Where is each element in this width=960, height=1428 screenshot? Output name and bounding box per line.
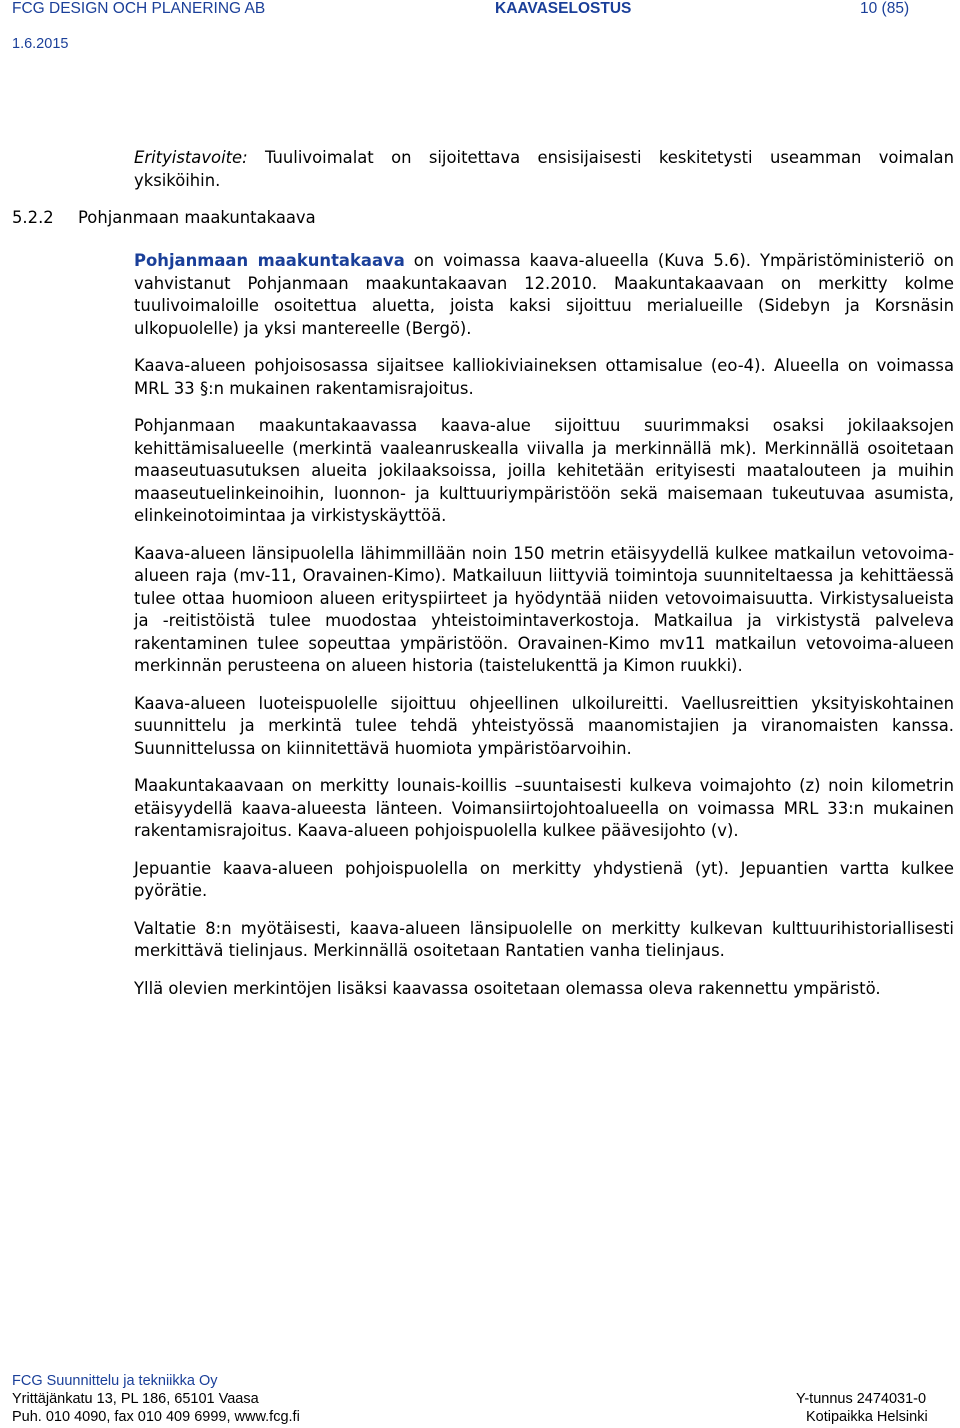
paragraph-outdoor-route: Kaava-alueen luoteispuolelle sijoittuu ohjeellinen ulkoilureitti. Vaellusreittien yksityiskohtainen suunnittelu ja merkintä tulee tehdä yhteistyössä maanomistajien ja viranomaisten kanssa. Suunnittelussa on kiinnitettävä huomiota ympäristöarvoihin. — [134, 693, 954, 758]
footer-business-id: Y-tunnus 2474031-0 — [796, 1391, 927, 1407]
body-text — [134, 250, 954, 1015]
header-company: FCG DESIGN OCH PLANERING AB — [12, 0, 266, 17]
header-date: 1.6.2015 — [12, 36, 69, 52]
footer-address: Yrittäjänkatu 13, PL 186, 65101 Vaasa — [12, 1391, 259, 1407]
footer-company: FCG Suunnittelu ja tekniikka Oy — [12, 1373, 218, 1389]
paragraph-power-line: Maakuntakaavaan on merkitty lounais-koillis –suuntaisesti kulkeva voimajohto (z) noin kilometrin etäisyydellä kaava-alueesta länteen. Voimansiirtojohtoalueella on voimassa MRL 33:n mukainen rakentamisrajoitus. Kaava-alueen pohjoispuolella kulkee päävesijohto (v). — [134, 776, 954, 840]
paragraph-regional-plan-text: on voimassa kaava-alueella (Kuva 5.6). Ympäristöministeriö on vahvistanut Pohjanmaan maakuntakaavan 12.2010. Maakuntakaavaan on merkitty kolme tuulivoimaloille osoitettua aluetta, joista kaksi sijoittuu merialueille (Sidebyn ja Korsnäsin ulkopuolelle) ja yksi mantereelle (Bergö). — [134, 251, 954, 338]
special-objective-paragraph — [134, 147, 954, 192]
section-title: Pohjanmaan maakuntakaava — [78, 208, 316, 227]
section-number: 5.2.2 — [12, 208, 54, 227]
paragraph-extraction-area: Kaava-alueen pohjoisosassa sijaitsee kalliokiviaineksen ottamisalue (eo-4). Alueella on voimassa MRL 33 §:n mukainen rakentamisrajoitus. — [134, 356, 954, 398]
regional-plan-link[interactable]: Pohjanmaan maakuntakaava — [134, 251, 405, 270]
paragraph-connecting-road: Jepuantie kaava-alueen pohjoispuolella on merkitty yhdystienä (yt). Jepuantien vartta kulkee pyörätie. — [134, 858, 954, 900]
special-objective-text: Tuulivoimalat on sijoitettava ensisijaisesti keskitetysti useamman voimalan yksiköihin. — [134, 148, 954, 190]
footer-phone: Puh. 010 4090, fax 010 409 6999, www.fcg.fi — [12, 1409, 300, 1425]
paragraph-tourism-area: Kaava-alueen länsipuolella lähimmillään noin 150 metrin etäisyydellä kulkee matkailun vetovoima-alueen raja (mv-11, Oravainen-Kimo). Matkailuun liittyviä toimintoja suunniteltaessa ja kehittäessä tulee ottaa huomioon alueen erityspiirteet ja hyödyntää niiden vetovoimaisuutta. Virkistysalueista ja -reitistöistä tulee muodostaa yhteistoimintaverkostoja. Matkailua ja virkistystä palveleva rakentaminen tulee sopeuttaa ympäristöön. Oravainen-Kimo mv11 matkailun vetovoima-alueen merkinnän perusteena on alueen historia (taistelukenttä ja Kimon ruukki). — [134, 543, 954, 675]
paragraph-regional-plan — [134, 250, 954, 340]
header-document-title: KAAVASELOSTUS — [495, 0, 632, 17]
special-objective-label: Erityistavoite: — [134, 148, 248, 167]
footer-domicile: Kotipaikka Helsinki — [806, 1409, 928, 1425]
paragraph-built-environment: Yllä olevien merkintöjen lisäksi kaavassa osoitetaan olemassa oleva rakennettu ympäristö. — [134, 978, 881, 998]
header-page-number: 10 (85) — [860, 0, 910, 17]
paragraph-development-area: Pohjanmaan maakuntakaavassa kaava-alue sijoittuu suurimmaksi osaksi jokilaaksojen kehittämisalueelle (merkintä vaaleanruskealla viivalla ja merkinnällä mk). Merkinnällä osoitetaan maaseutuasutuksen alueita jokilaaksoissa, joilla kehitetään erityisesti maatalouteen ja muihin maaseutuelinkeinoihin, luonnon- ja kulttuuriympäristöön sekä maisemaan tukeutuvaa asumista, elinkeinotoimintaa ja virkistyskäyttöä. — [134, 416, 954, 525]
paragraph-historic-road: Valtatie 8:n myötäisesti, kaava-alueen länsipuolelle on merkitty kulkevan kulttuurihistoriallisesti merkittävä tielinjaus. Merkinnällä osoitetaan Rantatien vanha tielinjaus. — [134, 918, 954, 960]
section-heading — [12, 208, 316, 227]
